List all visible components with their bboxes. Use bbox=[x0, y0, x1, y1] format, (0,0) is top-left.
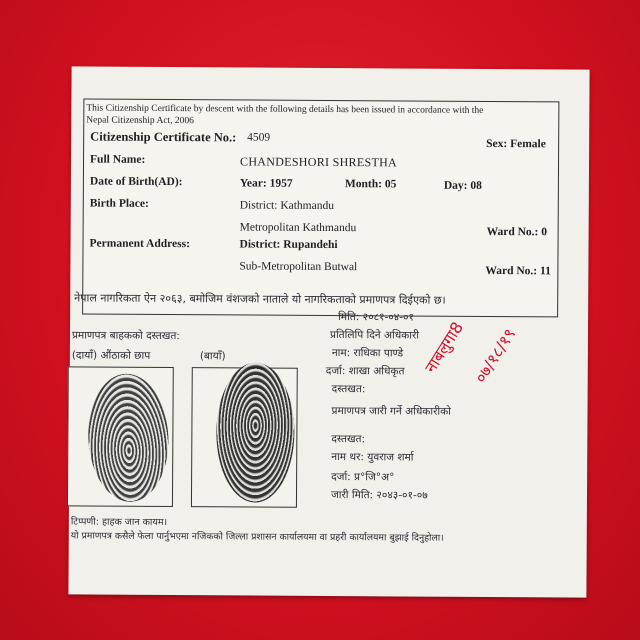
birth-municipality: Metropolitan Kathmandu bbox=[239, 221, 357, 235]
copy-officer-name: नाम: राधिका पाण्डे bbox=[331, 347, 404, 360]
full-name-label: Full Name: bbox=[90, 153, 146, 166]
birth-district: District: Kathmandu bbox=[239, 199, 335, 213]
cert-no-value: 4509 bbox=[247, 131, 271, 144]
issuing-officer-label: प्रमाणपत्र जारी गर्ने अधिकारीको bbox=[331, 405, 451, 418]
copy-date: मिति: २०८१-०४-०१ bbox=[338, 311, 414, 324]
birth-place-label: Birth Place: bbox=[89, 197, 149, 210]
cert-no-label: Citizenship Certificate No.: bbox=[90, 129, 237, 145]
intro-line-2: Nepal Citizenship Act, 2006 bbox=[86, 115, 194, 127]
left-thumbprint-box bbox=[67, 366, 174, 507]
perm-municipality: Sub-Metropolitan Butwal bbox=[239, 260, 358, 274]
dob-year: Year: 1957 bbox=[239, 177, 293, 190]
issuer-name: नाम थर: युवराज शर्मा bbox=[331, 451, 414, 464]
red-handwritten-line-1: नाबलुगा8 bbox=[420, 318, 468, 377]
sex-field: Sex: Female bbox=[486, 137, 546, 151]
left-thumb-label: (दायाँ) औंठाको छाप bbox=[71, 349, 151, 362]
english-details-box bbox=[82, 98, 559, 317]
copy-officer-signature-label: दस्तखत: bbox=[331, 383, 366, 396]
intro-line-1: This Citizenship Certificate by descent with the following details has been issued in accordance with the bbox=[86, 103, 484, 116]
nepali-statement: नेपाल नागरिकता ऐन २०६३, बमोजिम वंशजको नाताले यो नागरिकताको प्रमाणपत्र दिईएको छ। bbox=[74, 291, 446, 307]
dob-month: Month: 05 bbox=[344, 178, 397, 191]
right-thumbprint-box bbox=[191, 367, 298, 508]
red-handwritten-line-2: ०७/१८/१९ bbox=[470, 324, 520, 387]
citizenship-certificate-card bbox=[68, 66, 589, 597]
right-thumbprint bbox=[216, 362, 295, 502]
dob-day: Day: 08 bbox=[443, 179, 482, 192]
copy-officer-title: प्रतिलिपि दिने अधिकारी bbox=[329, 329, 420, 342]
holder-signature-label: प्रमाणपत्र बाहकको दस्तखत: bbox=[71, 329, 180, 343]
full-name-value: CHANDESHORI SHRESTHA bbox=[239, 154, 398, 170]
left-thumbprint bbox=[85, 372, 171, 504]
found-return-note: यो प्रमाणपत्र कसैले फेला पार्नुभएमा नजिकको जिल्ला प्रशासन कार्यालयमा वा प्रहरी कार्यालयमा बुझाई दिनुहोला। bbox=[70, 530, 444, 544]
perm-ward: Ward No.: 11 bbox=[485, 264, 551, 278]
issuer-rank: दर्जा: प्र°जि°अ° bbox=[331, 471, 395, 484]
permanent-address-label: Permanent Address: bbox=[89, 237, 190, 251]
birth-ward: Ward No.: 0 bbox=[486, 225, 548, 239]
copy-officer-rank: दर्जा: शाखा अधिकृत bbox=[325, 364, 405, 378]
issue-date: जारी मिति: २०४३-०१-०७ bbox=[330, 489, 428, 502]
right-thumb-label: (बायाँ) bbox=[199, 350, 226, 363]
issuer-signature-label: दस्तखत: bbox=[331, 433, 366, 446]
perm-district: District: Rupandehi bbox=[239, 238, 338, 252]
remark-note: टिप्पणी: हाहक जान कायम। bbox=[70, 516, 168, 529]
dob-label: Date of Birth(AD): bbox=[89, 175, 183, 189]
